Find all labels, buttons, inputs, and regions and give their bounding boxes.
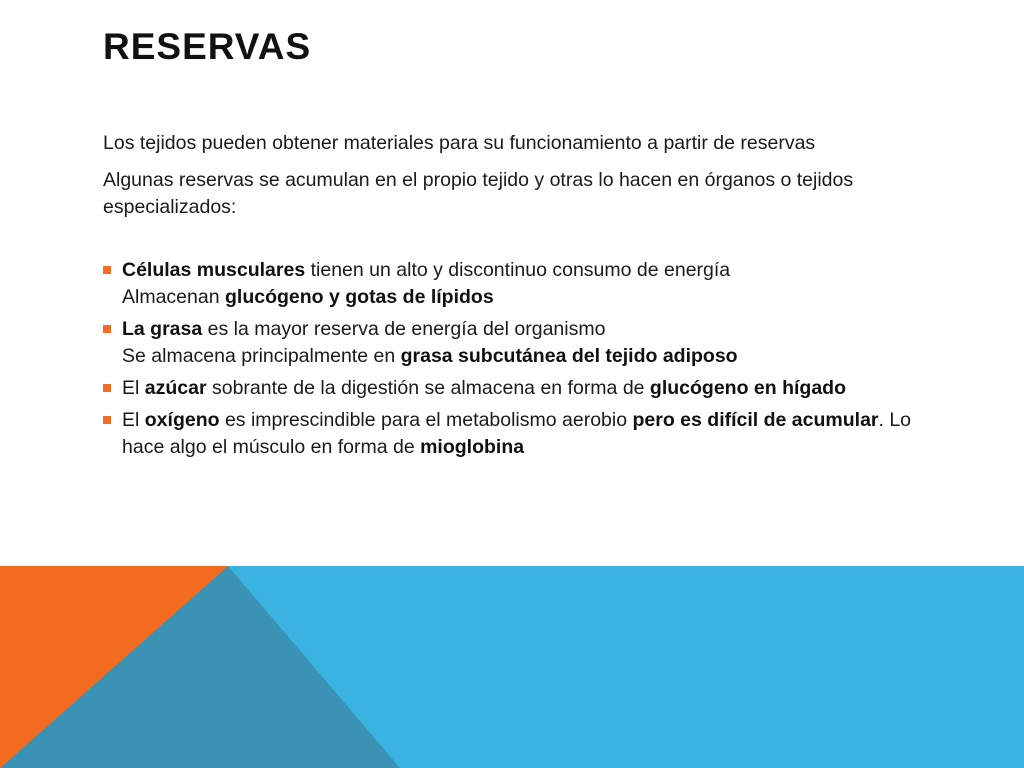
- bullet-bold-term: mioglobina: [420, 436, 525, 458]
- bullet-text: Se almacena principalmente en: [122, 345, 401, 367]
- square-bullet-icon: [103, 266, 111, 274]
- bullet-text: Almacenan: [122, 286, 225, 308]
- bullet-text: es imprescindible para el metabolismo aerobio: [219, 409, 633, 431]
- square-bullet-icon: [103, 384, 111, 392]
- list-item: [103, 257, 923, 311]
- bullet-text: es la mayor reserva de energía del organismo: [202, 318, 606, 340]
- bullet-text: El: [122, 409, 145, 431]
- bullet-list: [103, 257, 923, 461]
- bullet-bold-term: oxígeno: [144, 409, 220, 431]
- reserves-paragraph: Algunas reservas se acumulan en el propio tejido y otras lo hacen en órganos o tejidos especializados:: [103, 169, 854, 218]
- footer-shapes: [0, 566, 1024, 768]
- bullet-text: . Lo hace algo el músculo en forma de: [122, 409, 912, 458]
- bullet-bold-term: pero es difícil de acumular: [632, 409, 879, 431]
- bullet-bold-term: grasa subcutánea del tejido adiposo: [400, 345, 738, 367]
- bullet-bold-term: glucógeno en hígado: [649, 377, 846, 399]
- bullet-bold-term: azúcar: [144, 377, 207, 399]
- bullet-bold-term: Células musculares: [122, 259, 306, 281]
- bullet-text: tienen un alto y discontinuo consumo de energía: [305, 259, 731, 281]
- bullet-bold-term: glucógeno y gotas de lípidos: [224, 286, 494, 308]
- bullet-text: El: [122, 377, 145, 399]
- list-item: [103, 316, 923, 370]
- square-bullet-icon: [103, 325, 111, 333]
- bullet-bold-term: La grasa: [122, 318, 203, 340]
- list-item: [103, 407, 923, 461]
- list-item: [103, 375, 923, 402]
- slide-body: [103, 130, 923, 466]
- decorative-footer-band: [0, 566, 1024, 768]
- intro-paragraph: Los tejidos pueden obtener materiales para su funcionamiento a partir de reservas: [103, 132, 816, 154]
- bullet-text: sobrante de la digestión se almacena en forma de: [206, 377, 650, 399]
- slide-title: RESERVAS: [103, 26, 312, 67]
- square-bullet-icon: [103, 416, 111, 424]
